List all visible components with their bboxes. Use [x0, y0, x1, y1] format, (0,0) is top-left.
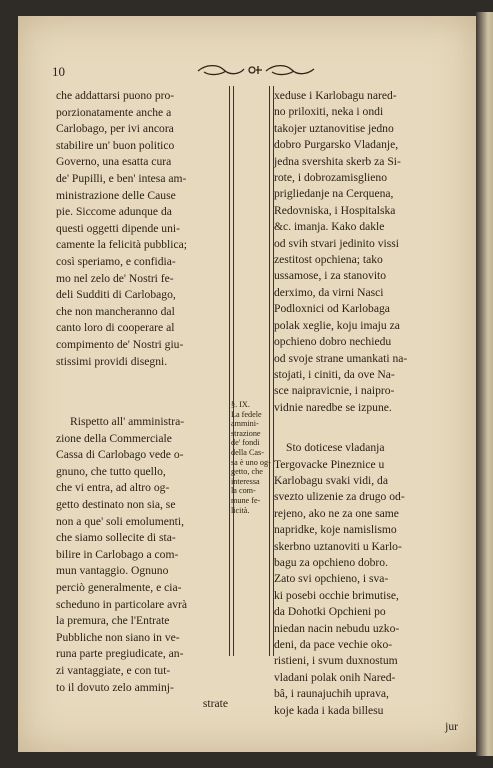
- text-line: così speriamo, e confidia-: [56, 254, 176, 268]
- text-line: da Dohotki Opchieni po: [274, 605, 386, 619]
- text-line: questi oggetti dipende uni-: [56, 221, 180, 235]
- text-line: Redovniska, i Hospitalska: [274, 203, 396, 217]
- text-line: rejeno, ako ne za one same: [274, 506, 399, 520]
- text-line: stojati, i ciniti, da ove Na-: [274, 367, 395, 381]
- margin-note-line: sa è uno og-: [231, 457, 271, 467]
- text-line: rote, i dobrozamisglieno: [274, 171, 388, 185]
- margin-note-line: de' fondi: [231, 438, 260, 448]
- header-ornament: [190, 62, 320, 78]
- column-rule: [233, 86, 234, 656]
- text-line: polak xeglie, koju imaju za: [274, 318, 400, 332]
- text-line: Sto doticese vladanja: [286, 441, 385, 455]
- margin-note-line: strazione: [231, 428, 261, 438]
- text-line: Governo, una esatta cura: [56, 155, 172, 169]
- text-line: Podloxnici od Karlobaga: [274, 302, 390, 316]
- italian-paragraph-1: [56, 88, 228, 370]
- page-number: 10: [52, 64, 65, 79]
- italian-text-column: [56, 88, 228, 713]
- italian-paragraph-2: [56, 414, 228, 713]
- margin-note-line: §. IX.: [231, 400, 250, 409]
- text-line: ki posebi occhie brimutise,: [274, 588, 399, 602]
- text-line: Karlobagu svaki vidi, da: [274, 473, 388, 487]
- text-line: canto loro di cooperare al: [56, 321, 175, 335]
- text-line: deli Sudditi di Carlobago,: [56, 288, 176, 302]
- text-line: gnuno, che tutto quello,: [56, 464, 166, 478]
- text-line: zione della Commerciale: [56, 431, 172, 445]
- text-line: no priloxiti, neka i ondi: [274, 105, 384, 119]
- text-line: sce naipravicnie, i naipro-: [274, 384, 395, 398]
- text-line: che non mancheranno dal: [56, 304, 175, 318]
- text-line: ristieni, i svum duxnostum: [274, 654, 398, 668]
- text-line: xeduse i Karlobagu nared-: [274, 89, 397, 102]
- text-line: vladani polak onih Nared-: [274, 670, 396, 684]
- text-line: skerbno uztanoviti u Karlo-: [274, 539, 402, 553]
- column-rule: [229, 86, 230, 656]
- text-line: prigliedanje na Cerquena,: [274, 187, 394, 201]
- croatian-paragraph-1: [274, 88, 458, 416]
- column-rule: [269, 86, 270, 656]
- text-line: non a que' soli emolumenti,: [56, 514, 184, 528]
- margin-note-line: interessa: [231, 476, 260, 486]
- text-line: to il dovuto zelo amminj-: [56, 680, 174, 694]
- text-line: dobro Purgarsko Vladanje,: [274, 138, 399, 152]
- text-line: od svoje strane umankati na-: [274, 351, 408, 365]
- margin-note-line: della Cas-: [231, 447, 264, 457]
- margin-note: [231, 400, 271, 515]
- text-line: mo nel zelo de' Nostri fe-: [56, 271, 174, 285]
- text-line: Tergovacke Pineznice u: [274, 457, 385, 471]
- text-line: deni, da pace vechie oko-: [274, 638, 393, 651]
- text-line: Cassa di Carlobago vede o-: [56, 448, 184, 462]
- text-line: Zato svi opchieno, i sva-: [274, 572, 389, 586]
- text-line: napridke, koje namislismo: [274, 523, 397, 537]
- text-line: od svih stvari jedinito vissi: [274, 236, 399, 250]
- text-line: bâ, i raunajuchih uprava,: [274, 687, 389, 701]
- text-line: scheduno in particolare avrà: [56, 597, 188, 611]
- text-line: niedan nacin nebudu uzko-: [274, 621, 400, 635]
- text-line: de' Pupilli, e ben' intesa am-: [56, 171, 187, 185]
- text-line: mun vantaggio. Ognuno: [56, 564, 169, 578]
- croatian-paragraph-2: [274, 440, 458, 735]
- text-line: opchieno dobro nechiedu: [274, 335, 392, 349]
- text-line: camente la felicità pubblica;: [56, 238, 188, 252]
- catchword: jur: [445, 720, 458, 734]
- text-line: pie. Siccome adunque da: [56, 205, 172, 219]
- croatian-text-column: [274, 88, 458, 735]
- text-line: Pubbliche non siano in ve-: [56, 630, 180, 644]
- margin-note-line: ammini-: [231, 419, 259, 429]
- text-line: che siamo sollecite di sta-: [56, 531, 176, 545]
- text-line: Rispetto all' amministra-: [70, 415, 185, 429]
- text-line: vidnie naredbe se izpune.: [274, 400, 392, 414]
- margin-note-line: licità.: [231, 505, 250, 515]
- text-line: takojer uztanovitise jedno: [274, 121, 394, 135]
- margin-note-line: getto, che: [231, 467, 263, 477]
- text-line: compimento de' Nostri giu-: [56, 337, 184, 351]
- text-line: jedna svershita skerb za Si-: [274, 154, 401, 168]
- text-line: che addattarsi puono pro-: [56, 89, 175, 102]
- text-line: ministrazione delle Cause: [56, 188, 176, 202]
- text-line: getto destinato non sia, se: [56, 498, 176, 512]
- margin-note-line: mune fe-: [231, 495, 261, 505]
- text-line: che vi entra, ad altro og-: [56, 481, 170, 495]
- catchword: strate: [202, 697, 228, 711]
- text-line: stabilire un' buon politico: [56, 138, 175, 152]
- text-line: derximo, da virni Nasci: [274, 285, 384, 299]
- text-line: ussamose, i za stanovito: [274, 269, 387, 283]
- text-line: bagu za opchieno dobro.: [274, 555, 388, 569]
- margin-note-line: la com-: [231, 486, 256, 496]
- text-line: porzionatamente anche a: [56, 105, 172, 119]
- text-line: perciò generalmente, e cia-: [56, 581, 182, 595]
- margin-note-line: La fedele: [231, 409, 262, 419]
- text-line: zi vantaggiate, e con tut-: [56, 664, 171, 677]
- text-line: &c. imanja. Kako dakle: [274, 220, 385, 234]
- page-edge: [476, 12, 493, 756]
- text-line: bilire in Carlobago a com-: [56, 547, 179, 561]
- text-line: Carlobago, per ivi ancora: [56, 122, 174, 136]
- text-line: koje kada i kada billesu: [274, 703, 384, 717]
- text-line: la premura, che l'Entrate: [56, 614, 170, 628]
- text-line: stissimi providi disegni.: [56, 354, 168, 368]
- text-line: zestitost opchiena; tako: [274, 253, 383, 267]
- text-line: svezto ulizenie za drugo od-: [274, 490, 405, 504]
- text-line: runa parte pregiudicate, an-: [56, 647, 184, 661]
